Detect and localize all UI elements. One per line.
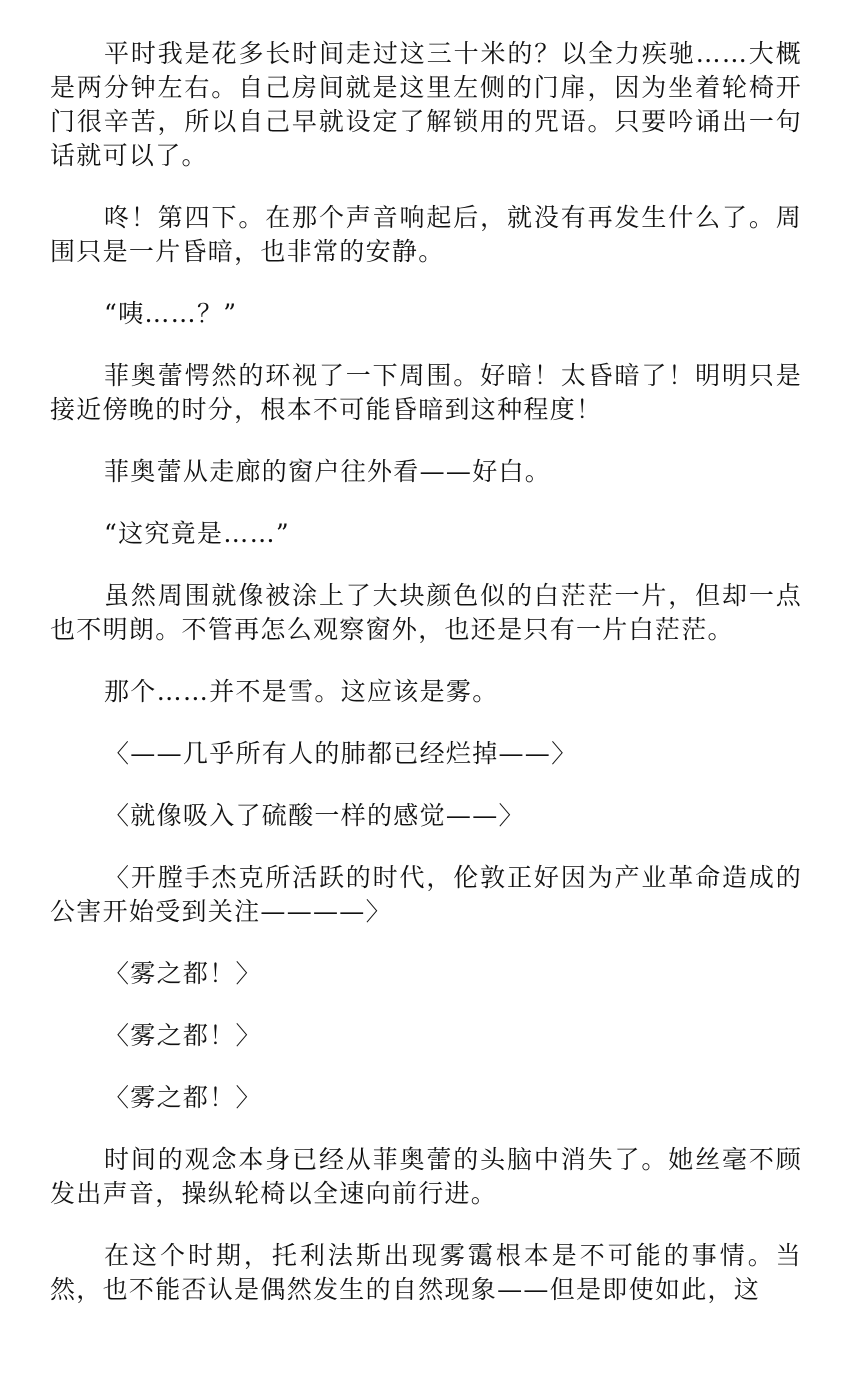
inner-voice-line: 〈开膛手杰克所活跃的时代，伦敦正好因为产业革命造成的公害开始受到关注————〉: [50, 863, 802, 926]
inner-voice-line: 〈雾之都！〉: [104, 1021, 262, 1050]
document-page: [50, 37, 802, 1335]
paragraph: 那个……并不是雪。这应该是雾。: [104, 677, 499, 706]
inner-voice-line: 〈就像吸入了硫酸一样的感觉——〉: [104, 801, 525, 830]
paragraph: 虽然周围就像被涂上了大块颜色似的白茫茫一片，但却一点也不明朗。不管再怎么观察窗外，也还是只有一片白茫茫。: [50, 581, 802, 644]
inner-voice-line: 〈——几乎所有人的肺都已经烂掉——〉: [104, 739, 578, 768]
paragraph: 平时我是花多长时间走过这三十米的？以全力疾驰……大概是两分钟左右。自己房间就是这里左侧的门扉，因为坐着轮椅开门很辛苦，所以自己早就设定了解锁用的咒语。只要吟诵出一句话就可以了。: [50, 39, 802, 170]
inner-voice-line: 〈雾之都！〉: [104, 959, 262, 988]
paragraph: 菲奥蕾愕然的环视了一下周围。好暗！太昏暗了！明明只是接近傍晚的时分，根本不可能昏暗到这种程度！: [50, 361, 802, 424]
dialogue-line: “咦……？”: [104, 299, 238, 328]
paragraph: 菲奥蕾从走廊的窗户往外看——好白。: [104, 457, 552, 486]
paragraph: 时间的观念本身已经从菲奥蕾的头脑中消失了。她丝毫不顾发出声音，操纵轮椅以全速向前行进。: [50, 1145, 802, 1208]
dialogue-line: “这究竟是……”: [104, 519, 290, 548]
paragraph: 咚！第四下。在那个声音响起后，就没有再发生什么了。周围只是一片昏暗，也非常的安静。: [50, 203, 802, 266]
inner-voice-line: 〈雾之都！〉: [104, 1083, 262, 1112]
paragraph: 在这个时期，托利法斯出现雾霭根本是不可能的事情。当然，也不能否认是偶然发生的自然现象——但是即使如此，这: [50, 1241, 802, 1304]
